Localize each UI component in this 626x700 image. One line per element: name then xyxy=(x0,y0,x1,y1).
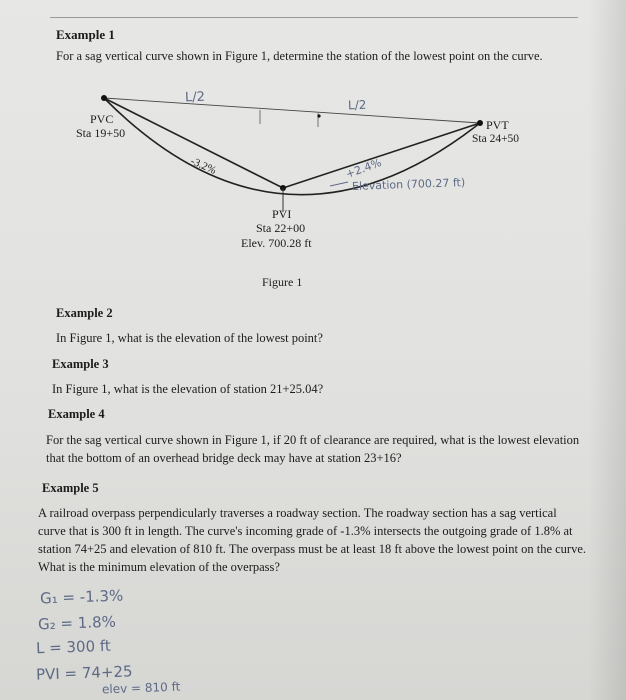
handwritten-pvi: PVI = 74+25 xyxy=(35,662,133,684)
chord-dot xyxy=(317,114,320,117)
pencil-arrow xyxy=(330,182,348,186)
half-length-left: L/2 xyxy=(184,89,206,106)
handwritten-elev: elev = 810 ft xyxy=(101,679,181,697)
handwritten-g2: G₂ = 1.8% xyxy=(37,612,117,634)
example4-text: For the sag vertical curve shown in Figure 1, if 20 ft of clearance are required, what is the lowest elevation that the bottom of an overhead bridge deck may have at station 23+16? xyxy=(46,433,580,465)
example3-text: In Figure 1, what is the elevation of station 21+25.04? xyxy=(52,382,324,396)
example5-heading: Example 5 xyxy=(42,481,99,495)
example1-heading: Example 1 xyxy=(56,27,115,42)
handwritten-g1: G₁ = -1.3% xyxy=(39,586,124,608)
example5-text: A railroad overpass perpendicularly traverses a roadway section. The roadway section has a sag vertical curve that is 300 ft in length. The curve's incoming grade of -1.3% intersects the outgoing grade of 1.8% at station 74+25 and elevation of 810 ft. The overpass must be at least 18 ft above the lowest point on the curve. What is the minimum elevation of the overpass? xyxy=(38,506,587,574)
chord-line xyxy=(104,98,480,123)
pvi-station: Sta 22+00 xyxy=(256,221,306,235)
example4-heading: Example 4 xyxy=(48,407,105,421)
example2-text: In Figure 1, what is the elevation of the lowest point? xyxy=(56,331,323,345)
pvc-point xyxy=(101,95,107,101)
pvt-station: Sta 24+50 xyxy=(472,133,520,145)
half-length-right: L/2 xyxy=(347,97,367,113)
pvi-elevation: Elev. 700.28 ft xyxy=(241,236,312,250)
handwritten-length: L = 300 ft xyxy=(35,636,112,658)
grade-out-label: +2.4% xyxy=(343,156,384,181)
example1-text: For a sag vertical curve shown in Figure 1, determine the station of the lowest point on the curve. xyxy=(56,49,543,63)
pvc-label: PVC xyxy=(90,112,114,126)
handwritten-elevation-note: Elevation (700.27 ft) xyxy=(351,176,466,193)
example3-heading: Example 3 xyxy=(52,357,109,371)
example2-heading: Example 2 xyxy=(56,306,113,320)
pvt-label: PVT xyxy=(486,118,509,132)
pvt-point xyxy=(477,120,483,126)
grade-in-label: -3.2% xyxy=(188,155,218,177)
figure-caption: Figure 1 xyxy=(262,275,303,289)
pvc-station: Sta 19+50 xyxy=(76,126,126,140)
pvi-label: PVI xyxy=(272,207,292,221)
incoming-tangent xyxy=(104,98,283,188)
